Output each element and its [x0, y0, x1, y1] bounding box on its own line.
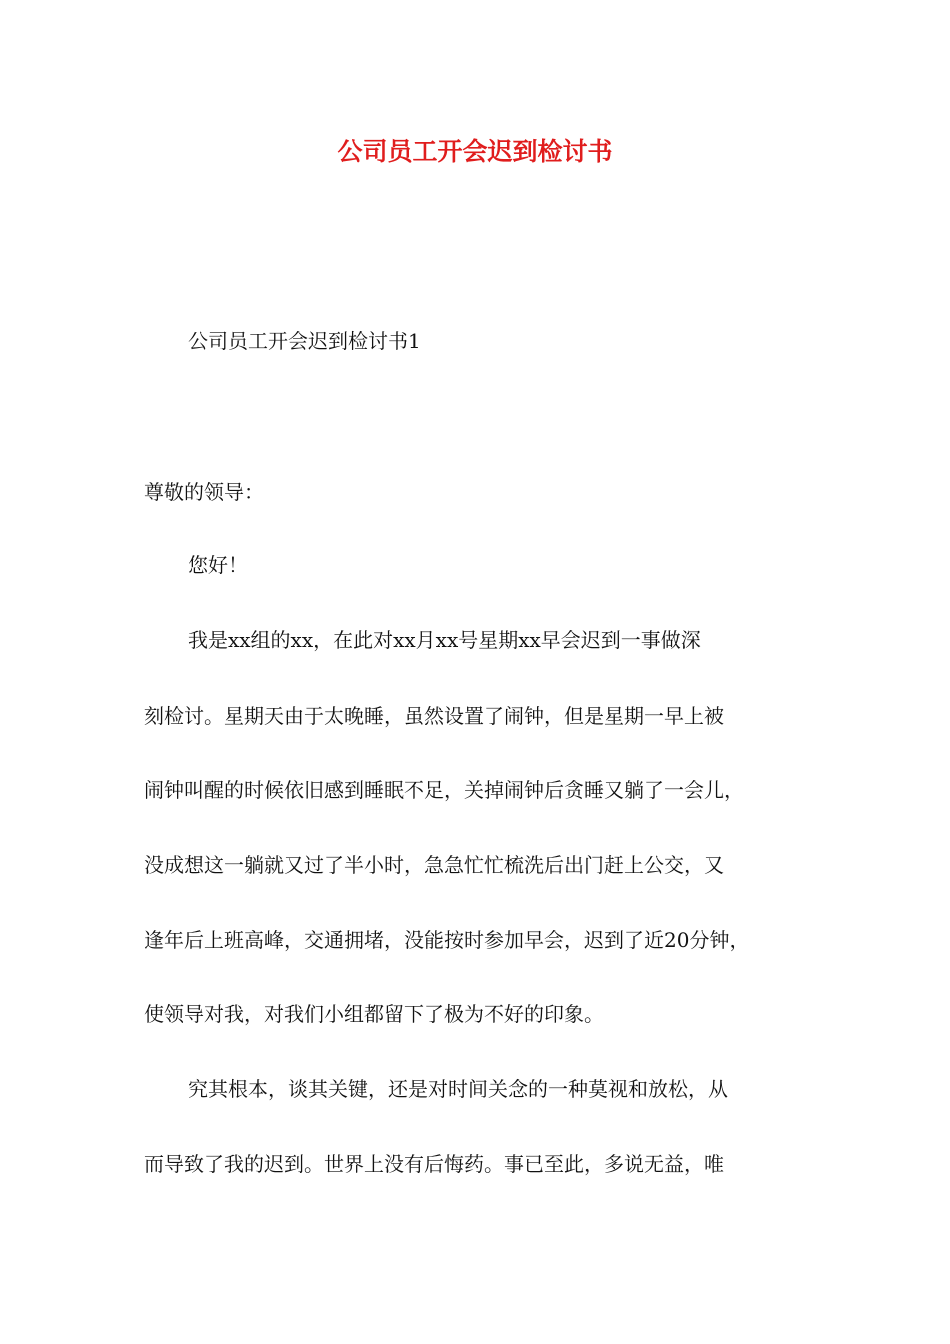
paragraph-line: 究其根本，谈其关键，还是对时间关念的一种莫视和放松，从 [188, 1077, 728, 1101]
paragraph-line: 刻检讨。星期天由于太晚睡，虽然设置了闹钟，但是星期一早上被 [144, 704, 724, 728]
document-subheading: 公司员工开会迟到检讨书1 [188, 329, 421, 353]
paragraph-line: 没成想这一躺就又过了半小时，急急忙忙梳洗后出门赶上公交，又 [144, 853, 724, 877]
paragraph-line: 闹钟叫醒的时候依旧感到睡眠不足，关掉闹钟后贪睡又躺了一会儿， [144, 778, 744, 802]
document-title: 公司员工开会迟到检讨书 [337, 137, 613, 166]
paragraph-line: 我是xx组的xx，在此对xx月xx号星期xx早会迟到一事做深 [188, 628, 701, 652]
paragraph-line: 使领导对我，对我们小组都留下了极为不好的印象。 [144, 1002, 604, 1026]
greeting: 您好！ [188, 553, 248, 577]
salutation: 尊敬的领导： [144, 480, 264, 504]
paragraph-line: 逢年后上班高峰，交通拥堵，没能按时参加早会，迟到了近20分钟， [144, 928, 750, 952]
paragraph-line: 而导致了我的迟到。世界上没有后悔药。事已至此，多说无益，唯 [144, 1152, 724, 1176]
